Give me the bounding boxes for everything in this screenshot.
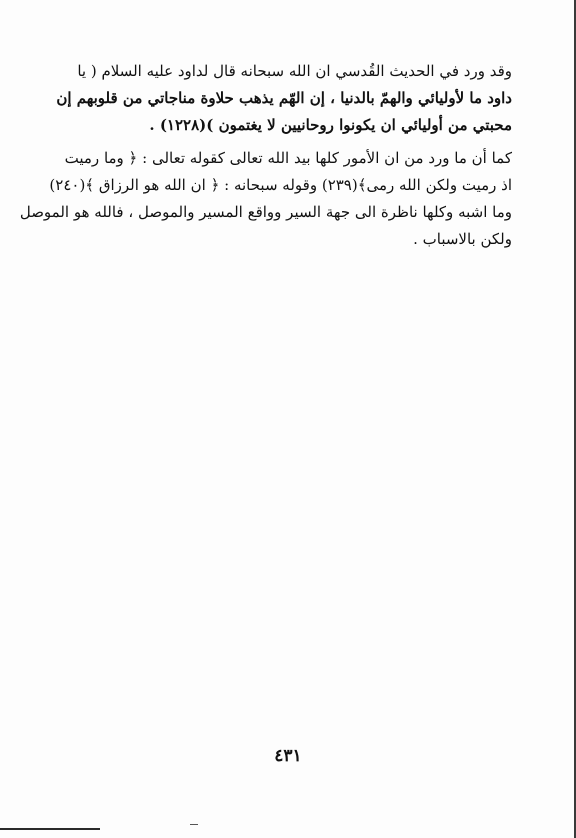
paragraph-line: ولكن بالاسباب . bbox=[413, 230, 512, 248]
page-number: ٤٣١ bbox=[274, 746, 302, 766]
paragraph-line: وما اشبه وكلها ناظرة الى جهة السير وواقع المسير والموصل ، فالله هو الموصل bbox=[19, 203, 512, 221]
paragraph-line: اذ رميت ولكن الله رمى﴾(٢٣٩) وقوله سبحانه : ﴿ ان الله هو الرزاق ﴾(٢٤٠) bbox=[49, 176, 512, 194]
paragraph-divine-will bbox=[19, 145, 512, 253]
paragraph-hadith-qudsi bbox=[56, 58, 512, 139]
paragraph-line: وقد ورد في الحديث القُدسي ان الله سبحانه قال لداود عليه السلام ( يا bbox=[77, 62, 512, 80]
paragraph-line: محبتي من أوليائي ان يكونوا روحانيين لا يغتمون )(١٢٢٨) . bbox=[149, 116, 512, 134]
paragraph-line: كما أن ما ورد من ان الأمور كلها بيد الله تعالى كقوله تعالى : ﴿ وما رميت bbox=[64, 149, 512, 167]
scan-edge-bottom bbox=[0, 828, 100, 830]
scan-speck bbox=[190, 824, 198, 825]
paragraph-line: داود ما لأوليائي والهمّ بالدنيا ، إن الهّم يذهب حلاوة مناجاتي من قلوبهم إن bbox=[56, 89, 512, 107]
